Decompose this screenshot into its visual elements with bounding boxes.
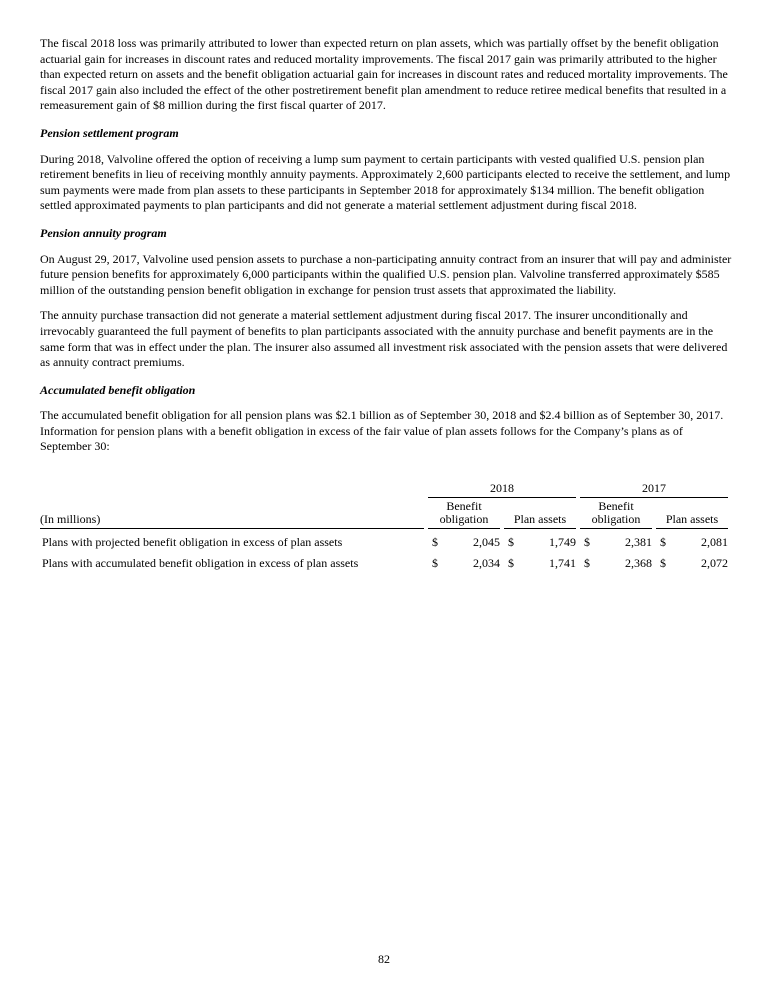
cell-value: 2,045 bbox=[473, 535, 500, 550]
currency-symbol: $ bbox=[584, 556, 590, 571]
row-label: Plans with accumulated benefit obligation in excess of plan assets bbox=[42, 556, 359, 571]
year-row-label-spacer bbox=[40, 481, 424, 498]
heading-pension-annuity-program: Pension annuity program bbox=[40, 225, 167, 240]
cell-2017-plan-assets bbox=[658, 535, 730, 550]
cell-value: 2,368 bbox=[625, 556, 652, 571]
page-number: 82 bbox=[378, 952, 390, 966]
cell-2018-benefit-obligation bbox=[430, 535, 502, 550]
currency-symbol: $ bbox=[584, 535, 590, 550]
year-header-2018: 2018 bbox=[428, 481, 576, 498]
table-column-header-row bbox=[40, 500, 735, 529]
currency-symbol: $ bbox=[432, 556, 438, 571]
paragraph-fiscal-2018-loss: The fiscal 2018 loss was primarily attributed to lower than expected return on plan assets, which was partially offset by the benefit obligation actuarial gain for increases in discount rates and reduced mortality improvements. The fiscal 2017 gain was primarily attributed to the higher than expected return on assets and the benefit obligation actuarial gain for increases in discount rates and reduced mortality improvements. The fiscal 2017 gain also included the effect of the other postretirement benefit plan amendment to reduce retiree medical benefits that resulted in a remeasurement gain of $8 million during the first fiscal quarter of 2017. bbox=[40, 36, 728, 113]
cell-2018-benefit-obligation bbox=[430, 556, 502, 571]
cell-2017-benefit-obligation bbox=[582, 535, 654, 550]
year-header-2017: 2017 bbox=[580, 481, 728, 498]
cell-value: 2,081 bbox=[701, 535, 728, 550]
cell-2017-plan-assets bbox=[658, 556, 730, 571]
column-header-2017-benefit-obligation: Benefit obligation bbox=[580, 500, 652, 529]
paragraph-accumulated-benefit-obligation: The accumulated benefit obligation for all pension plans was $2.1 billion as of September 30, 2018 and $2.4 billion as of September 30, 2017. Information for pension plans with a benefit obligation in excess of the fair value of plan assets follows for the Company’s plans as of September 30: bbox=[40, 408, 724, 454]
paragraph-pension-annuity-1: On August 29, 2017, Valvoline used pension assets to purchase a non-participating annuity contract from an insurer that will pay and administer future pension benefits for approximately 6,000 participants within the qualified U.S. pension plan. Valvoline transferred approximately $585 million of the outstanding pension benefit obligation in exchange for pension trust assets that approximated the liability. bbox=[40, 251, 732, 297]
cell-2018-plan-assets bbox=[506, 535, 578, 550]
currency-symbol: $ bbox=[508, 535, 514, 550]
row-label: Plans with projected benefit obligation in excess of plan assets bbox=[42, 535, 343, 550]
currency-symbol: $ bbox=[660, 556, 666, 571]
table-row-projected-benefit-obligation bbox=[40, 529, 735, 550]
cell-value: 1,749 bbox=[549, 535, 576, 550]
cell-value: 2,381 bbox=[625, 535, 652, 550]
column-header-2017-plan-assets: Plan assets bbox=[656, 513, 728, 529]
currency-symbol: $ bbox=[432, 535, 438, 550]
table-row-accumulated-benefit-obligation bbox=[40, 550, 735, 571]
heading-accumulated-benefit-obligation: Accumulated benefit obligation bbox=[40, 382, 196, 397]
cell-value: 2,072 bbox=[701, 556, 728, 571]
column-header-2018-plan-assets: Plan assets bbox=[504, 513, 576, 529]
cell-value: 2,034 bbox=[473, 556, 500, 571]
heading-pension-settlement-program: Pension settlement program bbox=[40, 125, 179, 140]
table-year-header-row bbox=[40, 481, 735, 498]
cell-value: 1,741 bbox=[549, 556, 576, 571]
cell-2018-plan-assets bbox=[506, 556, 578, 571]
cell-2017-benefit-obligation bbox=[582, 556, 654, 571]
units-label: (In millions) bbox=[40, 512, 424, 529]
currency-symbol: $ bbox=[508, 556, 514, 571]
benefit-obligation-table bbox=[40, 481, 735, 571]
currency-symbol: $ bbox=[660, 535, 666, 550]
paragraph-pension-settlement: During 2018, Valvoline offered the option of receiving a lump sum payment to certain participants with vested qualified U.S. pension plan retirement benefits in lieu of receiving monthly annuity payments. Approximately 2,600 participants elected to receive the settlement, and lump sum payments were made from plan assets to these participants in September 2018 for approximately $134 million. The benefit obligation settled approximated payments to plan participants and did not generate a material settlement adjustment during fiscal 2018. bbox=[40, 151, 731, 213]
column-header-2018-benefit-obligation: Benefit obligation bbox=[428, 500, 500, 529]
paragraph-pension-annuity-2: The annuity purchase transaction did not generate a material settlement adjustment during fiscal 2017. The insurer unconditionally and irrevocably guaranteed the full payment of benefits to plan participants associated with the annuity purchase and benefit payments are in the same form that was in effect under the plan. The insurer also assumed all investment risk associated with the pension assets that were delivered as annuity contract premiums. bbox=[40, 308, 728, 370]
